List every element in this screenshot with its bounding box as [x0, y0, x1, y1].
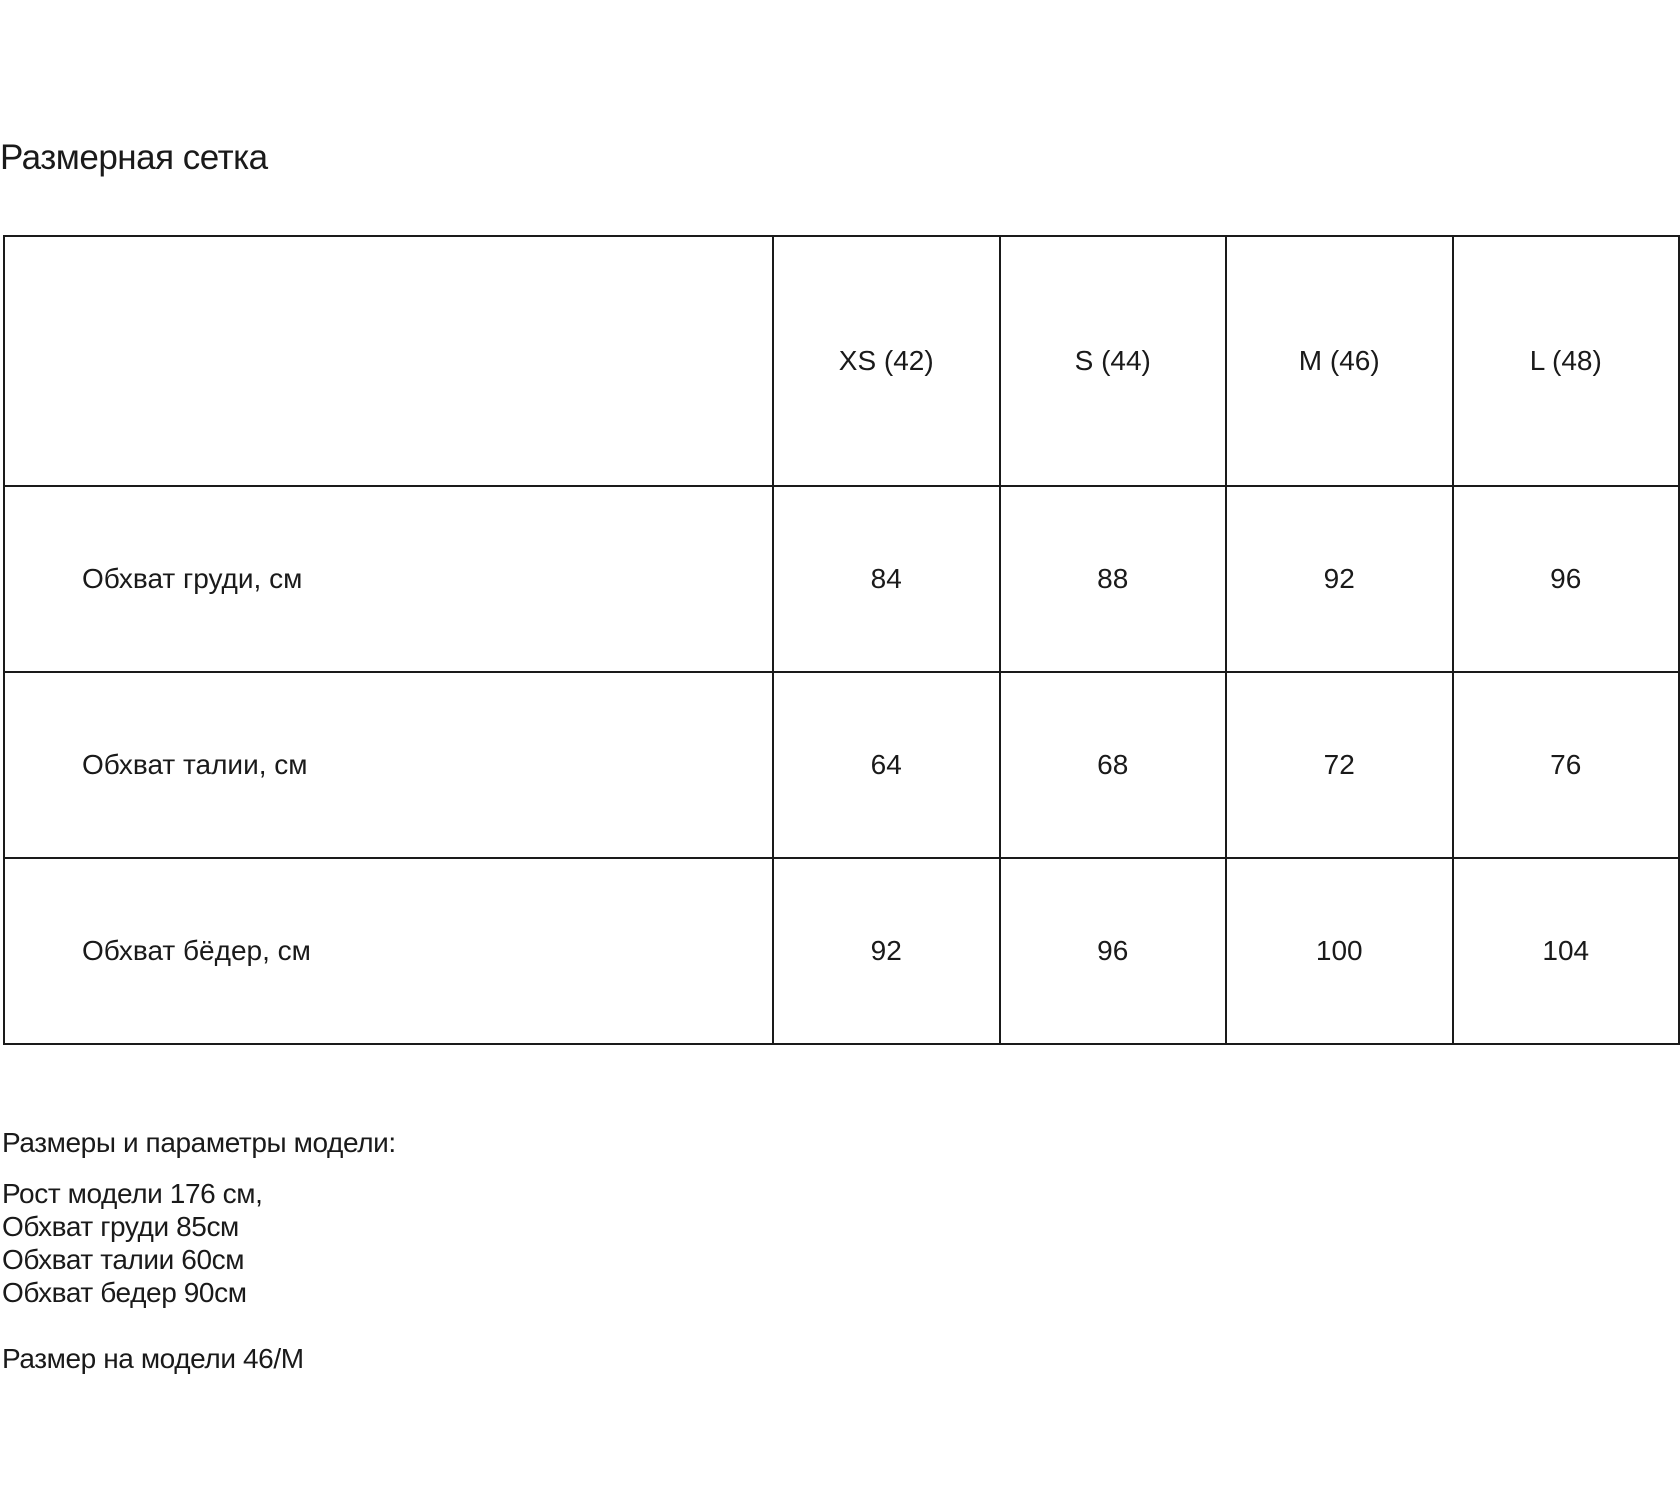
model-waist: Обхват талии 60см: [2, 1244, 245, 1275]
size-header-l: L (48): [1453, 236, 1680, 486]
model-chest: Обхват груди 85см: [2, 1211, 239, 1242]
size-header-s: S (44): [1000, 236, 1227, 486]
table-cell: 100: [1226, 858, 1453, 1044]
row-label-chest: Обхват груди, см: [4, 486, 773, 672]
model-height: Рост модели 176 см,: [2, 1178, 263, 1209]
table-cell: 88: [1000, 486, 1227, 672]
model-parameters-heading: Размеры и параметры модели:: [2, 1127, 396, 1158]
table-cell: 72: [1226, 672, 1453, 858]
table-cell: 64: [773, 672, 1000, 858]
row-label-waist: Обхват талии, см: [4, 672, 773, 858]
row-label-hips: Обхват бёдер, см: [4, 858, 773, 1044]
table-row-chest: [4, 486, 1679, 672]
size-chart-table: [3, 235, 1680, 1045]
table-cell: 96: [1453, 486, 1680, 672]
table-cell: 96: [1000, 858, 1227, 1044]
table-cell: 76: [1453, 672, 1680, 858]
table-corner-cell: [4, 236, 773, 486]
table-cell: 104: [1453, 858, 1680, 1044]
model-parameters: [2, 1126, 396, 1375]
model-size: Размер на модели 46/M: [2, 1343, 304, 1374]
table-row-hips: [4, 858, 1679, 1044]
table-cell: 68: [1000, 672, 1227, 858]
page-title: Размерная сетка: [0, 138, 268, 178]
table-header-row: [4, 236, 1679, 486]
table-cell: 84: [773, 486, 1000, 672]
table-row-waist: [4, 672, 1679, 858]
size-header-m: M (46): [1226, 236, 1453, 486]
table-cell: 92: [773, 858, 1000, 1044]
model-hips: Обхват бедер 90см: [2, 1277, 247, 1308]
table-cell: 92: [1226, 486, 1453, 672]
size-header-xs: XS (42): [773, 236, 1000, 486]
